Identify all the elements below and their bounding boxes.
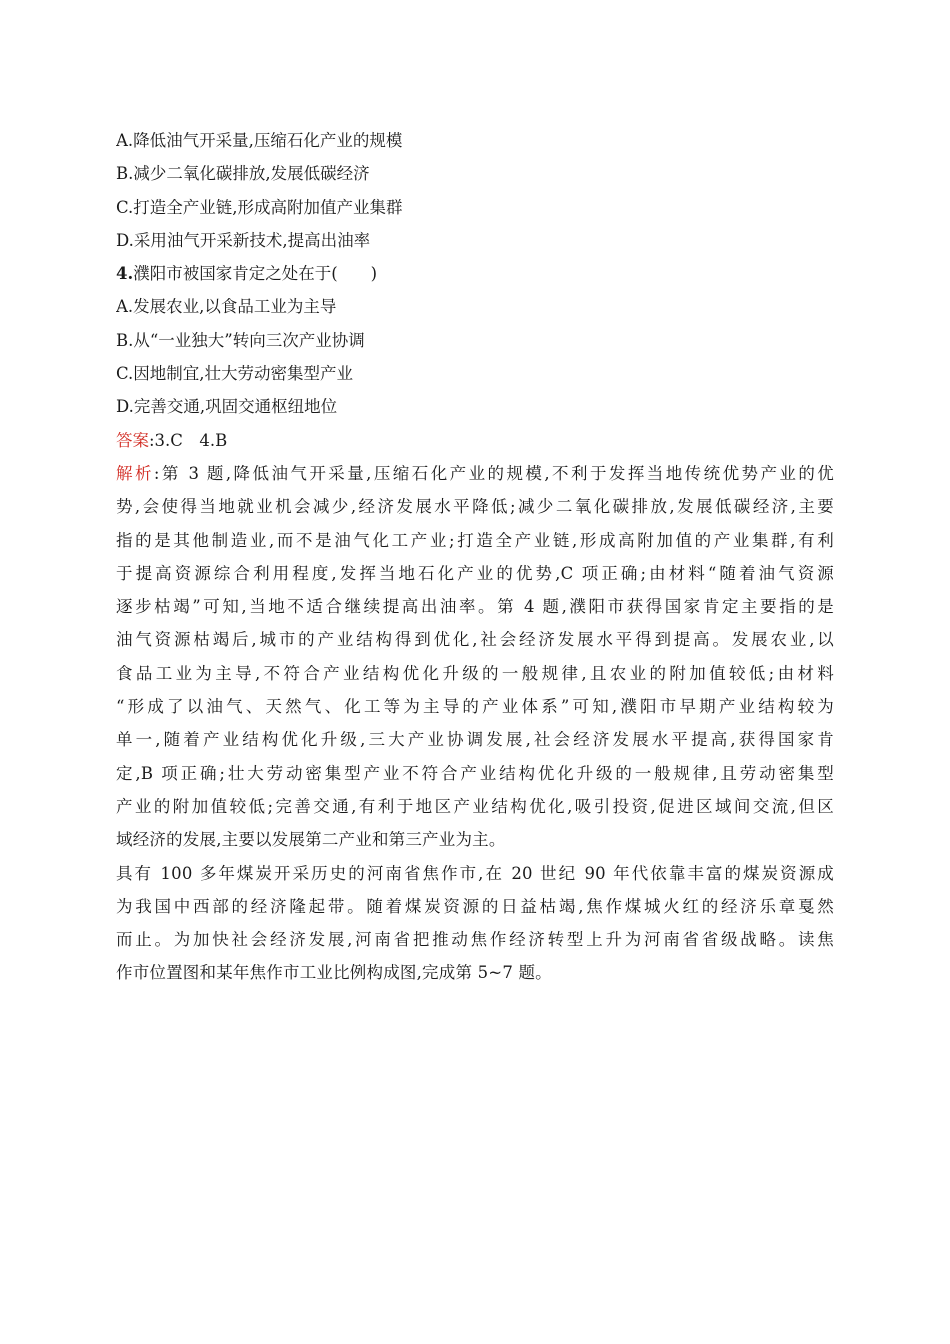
analysis-line: 产业的附加值较低;完善交通,有利于地区产业结构优化,吸引投资,促进区域间交流,但区 bbox=[116, 796, 834, 816]
answer-line bbox=[116, 424, 834, 457]
material-line: 作市位置图和某年焦作市工业比例构成图,完成第 5~7 题。 bbox=[116, 963, 552, 983]
material-line: 而止。为加快社会经济发展,河南省把推动焦作经济转型上升为河南省省级战略。读焦 bbox=[116, 930, 834, 950]
q3-option-c: C.打造全产业链,形成高附加值产业集群 bbox=[116, 197, 403, 217]
answer-label: 答案 bbox=[116, 430, 149, 450]
q3-option-b: B.减少二氧化碳排放,发展低碳经济 bbox=[116, 164, 370, 184]
answer-text: :3.C 4.B bbox=[149, 430, 228, 450]
analysis-line: “形成了以油气、天然气、化工等为主导的产业体系”可知,濮阳市早期产业结构较为 bbox=[116, 697, 834, 717]
analysis-line: 逐步枯竭”可知,当地不适合继续提高出油率。第 4 题,濮阳市获得国家肯定主要指的是 bbox=[116, 597, 834, 617]
analysis-line: 单一,随着产业结构优化升级,三大产业协调发展,社会经济发展水平提高,获得国家肯 bbox=[116, 730, 834, 750]
q4-stem-line bbox=[116, 257, 834, 290]
q4-number: 4. bbox=[116, 264, 134, 284]
analysis-line: 势,会使得当地就业机会减少,经济发展水平降低;减少二氧化碳排放,发展低碳经济,主要 bbox=[116, 497, 834, 517]
q4-stem: 濮阳市被国家肯定之处在于( ) bbox=[133, 264, 378, 284]
analysis-label: 解析 bbox=[116, 463, 154, 483]
analysis-line: 于提高资源综合利用程度,发挥当地石化产业的优势,C 项正确;由材料“随着油气资源 bbox=[116, 563, 834, 583]
q3-option-d: D.采用油气开采新技术,提高出油率 bbox=[116, 230, 371, 250]
analysis-line: 指的是其他制造业,而不是油气化工产业;打造全产业链,形成高附加值的产业集群,有利 bbox=[116, 530, 834, 550]
q4-option-d: D.完善交通,巩固交通枢纽地位 bbox=[116, 397, 338, 417]
analysis-line: 定,B 项正确;壮大劳动密集型产业不符合产业结构优化升级的一般规律,且劳动密集型 bbox=[116, 763, 834, 783]
q4-option-b: B.从“一业独大”转向三次产业协调 bbox=[116, 330, 365, 350]
document-page bbox=[116, 124, 834, 990]
q4-option-c: C.因地制宜,壮大劳动密集型产业 bbox=[116, 364, 354, 384]
q3-option-a: A.降低油气开采量,压缩石化产业的规模 bbox=[116, 131, 403, 150]
analysis-line bbox=[116, 457, 834, 490]
material-line: 为我国中西部的经济隆起带。随着煤炭资源的日益枯竭,焦作煤城火红的经济乐章戛然 bbox=[116, 896, 834, 916]
analysis-line: 油气资源枯竭后,城市的产业结构得到优化,社会经济发展水平得到提高。发展农业,以 bbox=[116, 630, 834, 650]
q4-option-a: A.发展农业,以食品工业为主导 bbox=[116, 297, 337, 317]
analysis-line: 域经济的发展,主要以发展第二产业和第三产业为主。 bbox=[116, 830, 506, 850]
analysis-line: 食品工业为主导,不符合产业结构优化升级的一般规律,且农业的附加值较低;由材料 bbox=[116, 663, 834, 683]
analysis-text: :第 3 题,降低油气开采量,压缩石化产业的规模,不利于发挥当地传统优势产业的优 bbox=[153, 463, 834, 483]
material-line: 具有 100 多年煤炭开采历史的河南省焦作市,在 20 世纪 90 年代依靠丰富的煤炭资源成 bbox=[116, 863, 834, 883]
